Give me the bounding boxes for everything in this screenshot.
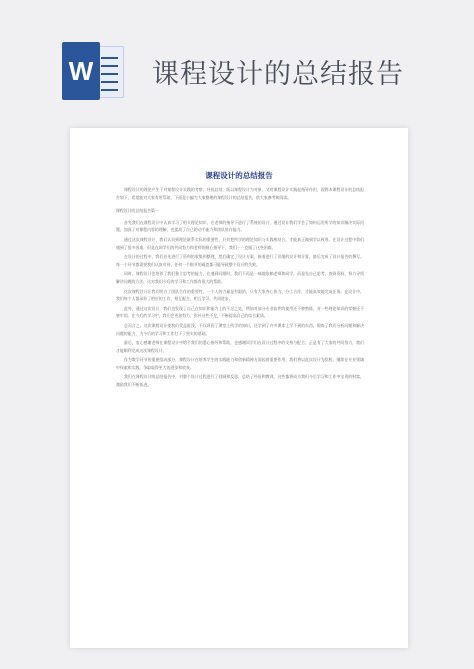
body-paragraph: 通过这次课程设计，我们认识到理论联系实际的重要性，只有把所学的理论知识与实践相结合，才能真正做到学以致用。在设计过程中我们遇到了很多困难，但是在同学们的共同努力和老师的耐心指导下，我们一一克服了这些困难。 [116,236,364,250]
body-paragraph: 同时，课程设计也培养了我们独立思考的能力，在遇到问题时，我们不再是一味地依赖老师和同学，而是先自己思考、查阅资料，努力寻找解决问题的方法，这对我们今后的学习和工作都有很大的帮助。 [116,271,364,284]
body-paragraph: 此外，通过这次设计，我们也发现了自己在知识和能力上的不足之处，例如对部分专业软件的使用还不够熟练，对一些理论知识的掌握还不够牢固。在今后的学习中，我们会更加努力，弥补这些不足，不断提高自己的综合素质。 [116,305,364,319]
body-paragraph: 最后，衷心感谢老师在课程设计中给予我们的悉心指导和帮助，也感谢同学们在设计过程中的支持与配合，正是有了大家的共同努力，我们才能顺利完成这次课程设计。 [116,340,364,353]
intro-paragraph: 课程设计的理论产生于对课程设计实践的考察、经验总结，既以课程设计为对象，又对课程设计实践起指导作用，现将本课程设计的总结报告如下，希望能对大家有所帮助，下面是小编为大家整理的课程设计的总结报告，供大家参考和阅读。 [116,187,364,200]
section-subheading: 课程设计的总结报告篇一 [116,208,159,214]
document-title: 课程设计的总结报告 [205,171,273,180]
body-paragraph: 这次课程设计让我们明白了团队合作的重要性。一个人的力量是有限的，只有大家齐心协力、分工合作，才能高效地完成任务。在设计中，我们每个人都承担了相应的工作，相互配合，相互学习，共同进步。 [116,288,364,302]
body-paragraph: 作为教学环节的重要组成部分，课程设计在培养学生的实践能力和创新精神方面起着重要作用，我们将以此次设计为契机，继续在专业领域中探索和实践，争取取得更大的进步和收获。 [116,357,364,370]
document-body [116,186,364,391]
body-paragraph: 首先我们在课程设计中认真学习了相关理论知识，在老师的指导下进行了系统的设计，通过设计我们学会了如何运用所学的知识解决实际问题，加深了对课程内容的理解，也提高了自己的动手能力和团队协作能力。 [116,219,364,233]
body-paragraph: 在设计的过程中，我们首先进行了资料的收集和整理，然后确定了设计方案，接着进行了详细的设计和计算，最后完成了设计报告的撰写。每一个环节都需要我们认真对待，任何一个细节的疏忽都可能导致整个设计的失败。 [116,254,364,267]
header-title: 课程设计的总结报告 [152,59,404,90]
header-banner [0,0,474,132]
body-paragraph: 总而言之，这次课程设计使我们受益匪浅，不仅巩固了课堂上所学的知识，还学到了许多课本上学不到的东西，锻炼了我们分析问题和解决问题的能力，为今后的学习和工作打下了坚实的基础。 [116,322,364,336]
body-paragraph: 我们在课程设计的总结报告中，对整个设计过程进行了回顾和反思，总结了经验和教训，这些都将成为我们今后学习和工作中宝贵的财富，激励我们不断前进。 [116,374,364,388]
word-logo-letter: W [62,42,100,100]
document-page [70,128,408,648]
word-document-icon [62,42,122,100]
